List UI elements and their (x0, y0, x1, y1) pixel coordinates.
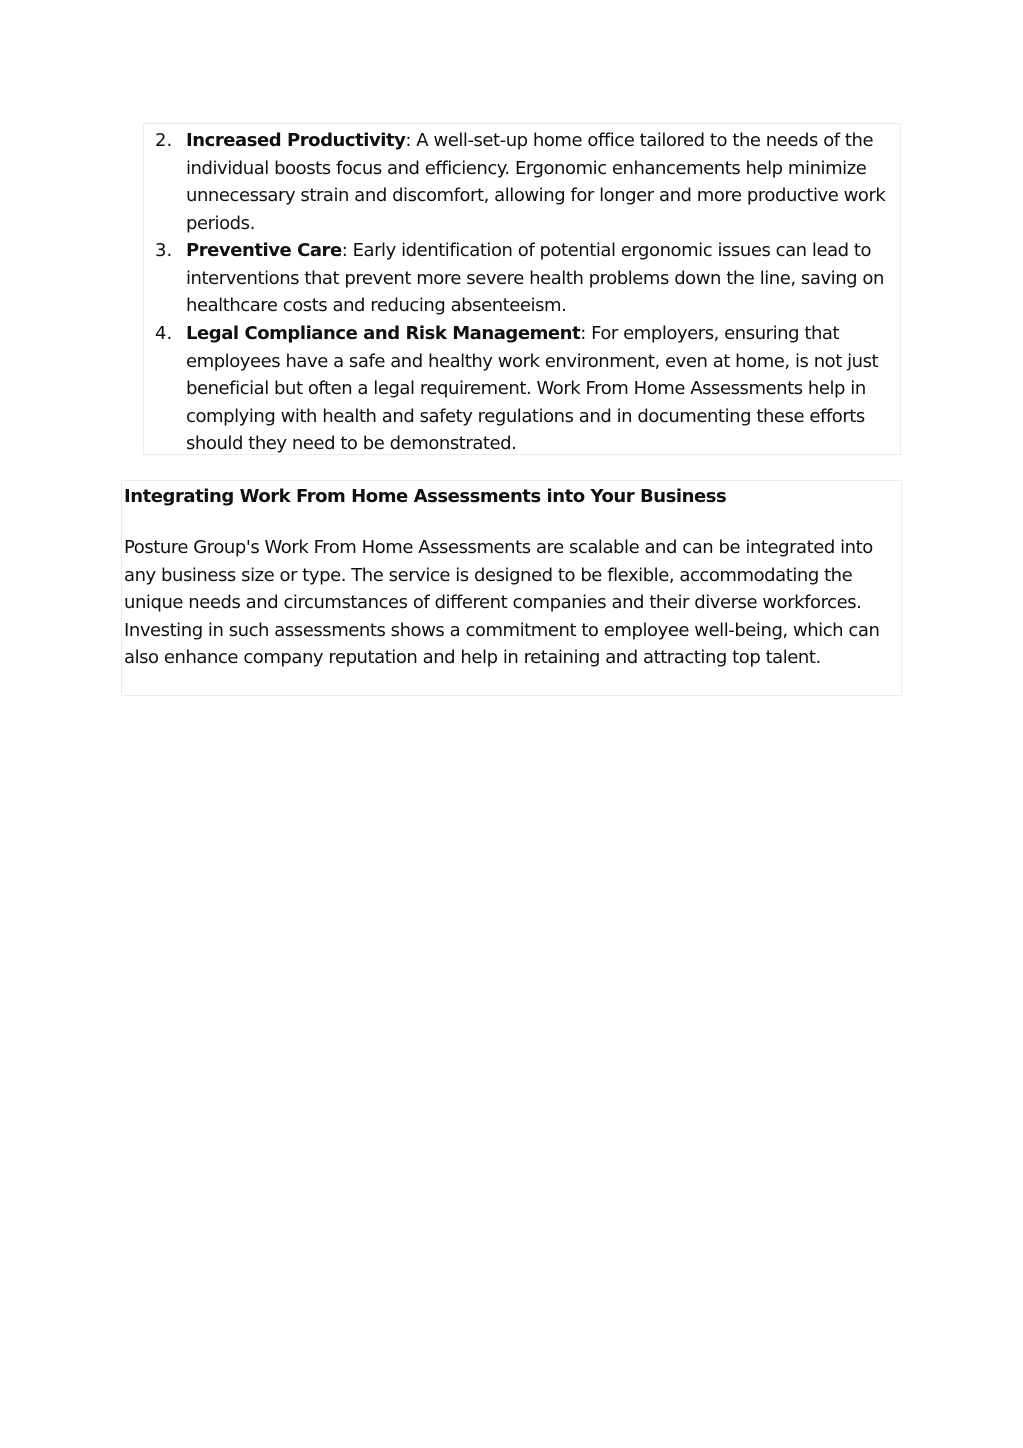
list-item-text (186, 127, 902, 237)
list-item-description: : For employers, ensuring that employees have a safe and healthy work environment, even at home, is not just beneficial but often a legal requirement. Work From Home Assessments help in complying with health and safety regulations and in documenting these efforts should they need to be demonstrated. (186, 323, 879, 454)
list-item-text (186, 320, 902, 458)
section-heading: Integrating Work From Home Assessments into Your Business (124, 486, 727, 507)
list-item-description: : A well-set-up home office tailored to the needs of the individual boosts focus and efficiency. Ergonomic enhancements help minimize unnecessary strain and discomfort, allowing for longer and more productive work periods. (186, 130, 886, 234)
list-item-number: 3. (155, 240, 173, 261)
list-item-title: Increased Productivity (186, 130, 406, 151)
list-item-text (186, 237, 902, 320)
section-body-paragraph: Posture Group's Work From Home Assessments are scalable and can be integrated into any business size or type. The service is designed to be flexible, accommodating the unique needs and circumstances of different companies and their diverse workforces. Investing in such assessments shows a commitment to employee well-being, which can also enhance company reputation and help in retaining and attracting top talent. (124, 537, 880, 668)
list-item-description: : Early identification of potential ergonomic issues can lead to interventions that prevent more severe health problems down the line, saving on healthcare costs and reducing absenteeism. (186, 240, 884, 316)
list-item-title: Preventive Care (186, 240, 342, 261)
benefits-list (143, 123, 901, 455)
integration-section (121, 480, 902, 696)
list-item-number: 4. (155, 323, 173, 344)
list-item-number: 2. (155, 130, 173, 151)
list-item-title: Legal Compliance and Risk Management (186, 323, 581, 344)
